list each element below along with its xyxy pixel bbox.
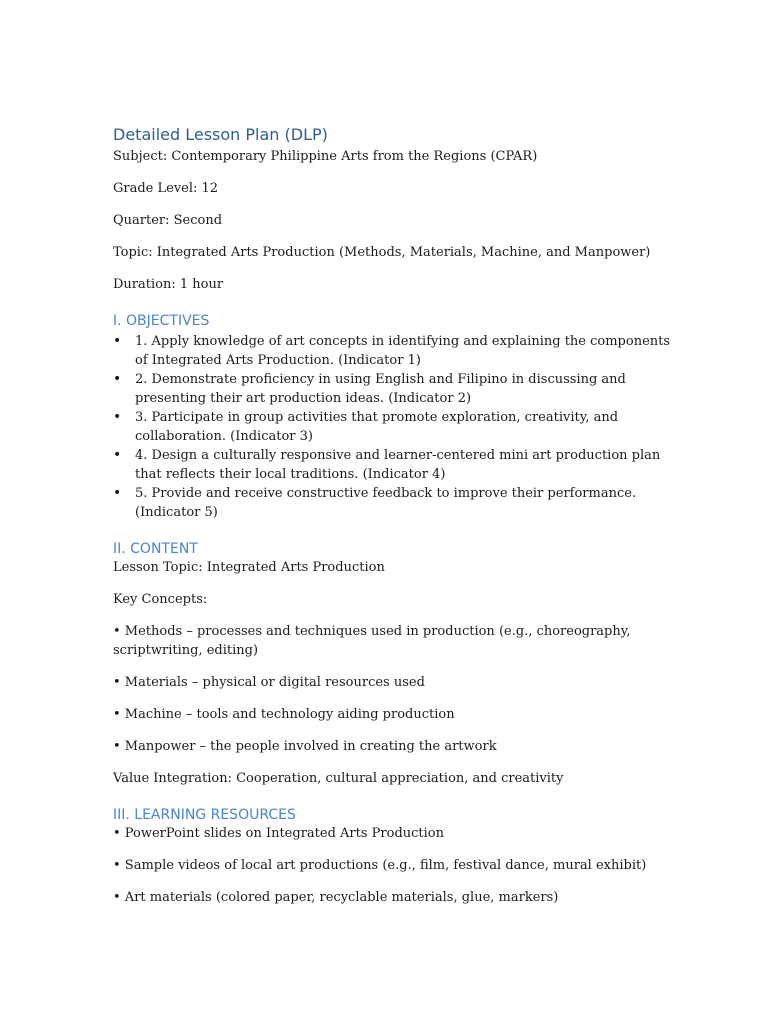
objective-text: 1. Apply knowledge of art concepts in identifying and explaining the components of Integrated Arts Production. (Indicator 1) — [135, 334, 671, 368]
resource-item: • PowerPoint slides on Integrated Arts Production — [113, 826, 445, 841]
bullet-icon: • — [113, 447, 122, 463]
objective-text: 5. Provide and receive constructive feedback to improve their performance. (Indicator 5) — [135, 486, 637, 520]
key-concepts-label: Key Concepts: — [113, 592, 208, 607]
document-page — [113, 125, 673, 907]
lesson-topic-line: Lesson Topic: Integrated Arts Production — [113, 560, 385, 575]
objective-text: 2. Demonstrate proficiency in using English and Filipino in discussing and presenting their art production ideas. (Indicator 2) — [135, 372, 626, 406]
bullet-icon: • — [113, 371, 122, 387]
quarter-line: Quarter: Second — [113, 213, 223, 228]
topic-line: Topic: Integrated Arts Production (Methods, Materials, Machine, and Manpower) — [113, 245, 651, 260]
objective-item — [113, 408, 673, 446]
objective-item — [113, 446, 673, 484]
objectives-heading: I. OBJECTIVES — [113, 313, 210, 329]
objective-text: 4. Design a culturally responsive and learner-centered mini art production plan that reflects their local traditions. (Indicator 4) — [135, 448, 661, 482]
subject-line: Subject: Contemporary Philippine Arts from the Regions (CPAR) — [113, 149, 538, 164]
objectives-list — [113, 332, 673, 522]
bullet-icon: • — [113, 485, 122, 501]
grade-level-line: Grade Level: 12 — [113, 181, 219, 196]
objective-item — [113, 484, 673, 522]
value-integration-line: Value Integration: Cooperation, cultural appreciation, and creativity — [113, 771, 564, 786]
concept-machine: • Machine – tools and technology aiding production — [113, 707, 455, 722]
concept-manpower: • Manpower – the people involved in creating the artwork — [113, 739, 497, 754]
bullet-icon: • — [113, 333, 122, 349]
objective-item — [113, 370, 673, 408]
objective-item — [113, 332, 673, 370]
duration-line: Duration: 1 hour — [113, 277, 224, 292]
document-title: Detailed Lesson Plan (DLP) — [113, 125, 328, 144]
resource-item: • Sample videos of local art productions (e.g., film, festival dance, mural exhibit) — [113, 858, 647, 873]
concept-materials: • Materials – physical or digital resources used — [113, 675, 425, 690]
resource-item: • Art materials (colored paper, recyclable materials, glue, markers) — [113, 890, 559, 905]
learning-resources-heading: III. LEARNING RESOURCES — [113, 807, 296, 823]
bullet-icon: • — [113, 409, 122, 425]
content-heading: II. CONTENT — [113, 541, 198, 557]
objective-text: 3. Participate in group activities that promote exploration, creativity, and collaboration. (Indicator 3) — [135, 410, 619, 444]
concept-methods: • Methods – processes and techniques used in production (e.g., choreography, scriptwriting, editing) — [113, 624, 631, 658]
